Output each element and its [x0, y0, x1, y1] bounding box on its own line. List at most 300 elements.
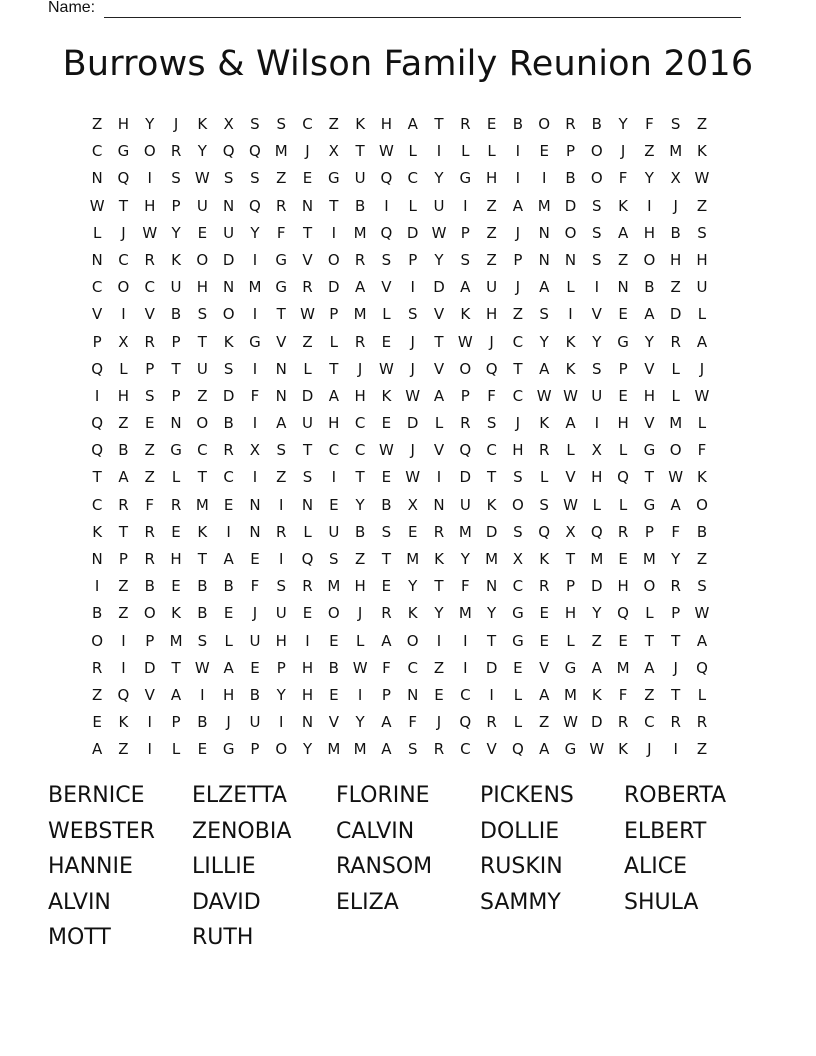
grid-letter: R — [670, 577, 681, 596]
grid-letter: R — [144, 550, 155, 568]
grid-letter: L — [92, 223, 102, 242]
grid-letter: E — [486, 115, 497, 133]
grid-letter: V — [433, 359, 445, 378]
grid-letter: A — [433, 386, 445, 405]
grid-letter: N — [91, 550, 103, 568]
grid-letter: P — [145, 359, 155, 378]
grid-letter: J — [121, 223, 126, 242]
grid-letter: R — [276, 522, 287, 541]
grid-letter: U — [591, 386, 603, 405]
grid-letter: C — [91, 278, 103, 297]
grid-letter: S — [592, 196, 602, 215]
grid-letter: L — [618, 495, 628, 514]
grid-row — [84, 600, 739, 627]
grid-letter: O — [143, 604, 156, 623]
grid-letter: L — [303, 522, 312, 541]
grid-letter: S — [250, 115, 260, 133]
grid-letter: J — [515, 278, 521, 297]
grid-letter: E — [618, 386, 628, 405]
grid-letter: L — [566, 441, 575, 460]
grid-letter: Z — [696, 740, 708, 759]
grid-letter: W — [563, 713, 578, 732]
grid-letter: T — [565, 550, 576, 568]
grid-letter: Q — [222, 142, 235, 161]
grid-row — [84, 437, 739, 464]
grid-letter: H — [144, 196, 156, 215]
grid-letter: K — [618, 740, 628, 759]
grid-letter: O — [590, 142, 603, 161]
grid-letter: W — [142, 223, 158, 242]
grid-letter: A — [539, 278, 550, 297]
grid-letter: J — [673, 196, 678, 215]
grid-letter: I — [121, 305, 126, 324]
grid-letter: I — [94, 386, 100, 405]
grid-letter: S — [223, 169, 234, 188]
grid-letter: G — [459, 169, 472, 188]
grid-letter: W — [694, 386, 710, 405]
grid-letter: S — [460, 250, 471, 269]
grid-letter: H — [275, 631, 287, 650]
grid-letter: Q — [380, 169, 393, 188]
grid-letter: S — [407, 305, 418, 324]
grid-letter: T — [171, 359, 181, 378]
grid-letter: F — [487, 386, 496, 405]
grid-letter: Z — [591, 631, 602, 650]
grid-letter: P — [671, 604, 681, 623]
grid-letter: H — [485, 305, 498, 324]
grid-letter: T — [197, 468, 207, 487]
grid-letter: I — [594, 278, 599, 297]
grid-letter: T — [171, 658, 181, 677]
grid-letter: F — [671, 522, 680, 541]
grid-letter: W — [300, 305, 315, 324]
grid-letter: V — [144, 685, 155, 704]
grid-letter: E — [618, 631, 628, 650]
grid-letter: I — [252, 359, 258, 378]
grid-letter: R — [354, 250, 366, 269]
grid-letter: A — [223, 658, 234, 677]
grid-letter: D — [591, 713, 603, 732]
grid-letter: E — [302, 169, 313, 188]
grid-letter: E — [381, 414, 392, 433]
grid-letter: N — [564, 250, 577, 269]
grid-letter: J — [489, 332, 494, 351]
grid-letter: D — [406, 414, 419, 433]
grid-letter: F — [382, 658, 391, 677]
grid-letter: I — [568, 305, 573, 324]
grid-letter: K — [697, 142, 707, 161]
grid-row — [84, 383, 739, 410]
grid-letter: K — [460, 305, 471, 324]
grid-letter: Q — [617, 604, 629, 623]
grid-letter: I — [252, 414, 258, 433]
grid-letter: E — [329, 495, 339, 514]
grid-letter: H — [485, 169, 498, 188]
grid-letter: K — [407, 604, 418, 623]
grid-letter: R — [144, 522, 155, 541]
grid-letter: F — [276, 223, 286, 242]
grid-letter: C — [512, 332, 524, 351]
grid-letter: I — [673, 740, 678, 759]
grid-letter: Z — [670, 278, 681, 297]
grid-letter: H — [591, 468, 603, 487]
grid-letter: E — [381, 332, 392, 351]
grid-letter: X — [249, 441, 261, 460]
grid-letter: N — [91, 250, 103, 269]
grid-letter: W — [194, 658, 210, 677]
word-bank-item: SAMMY — [480, 889, 561, 915]
grid-letter: L — [408, 196, 417, 215]
grid-letter: W — [589, 740, 605, 759]
word-bank-item: LILLIE — [192, 854, 256, 880]
grid-letter: I — [121, 658, 126, 677]
grid-letter: H — [564, 604, 577, 623]
grid-letter: C — [460, 740, 471, 759]
grid-letter: C — [91, 495, 103, 514]
grid-letter: E — [145, 414, 155, 433]
grid-letter: L — [382, 305, 391, 324]
grid-letter: J — [357, 604, 363, 623]
grid-row — [84, 519, 739, 546]
grid-letter: R — [565, 115, 576, 133]
grid-letter: C — [407, 658, 418, 677]
grid-row — [84, 356, 739, 383]
grid-letter: I — [94, 577, 100, 596]
grid-letter: B — [170, 305, 182, 324]
grid-letter: H — [617, 577, 629, 596]
grid-letter: R — [91, 658, 103, 677]
grid-letter: L — [355, 631, 365, 650]
grid-letter: L — [434, 414, 444, 433]
grid-letter: I — [463, 196, 468, 215]
word-bank-row — [48, 778, 768, 814]
grid-letter: T — [118, 522, 129, 541]
grid-letter: I — [515, 169, 521, 188]
grid-letter: R — [276, 196, 287, 215]
grid-letter: D — [669, 305, 682, 324]
grid-letter: K — [539, 550, 550, 568]
grid-letter: J — [699, 359, 705, 378]
grid-letter: I — [436, 468, 442, 487]
grid-letter: F — [145, 495, 155, 514]
grid-letter: Z — [276, 169, 287, 188]
grid-letter: J — [515, 223, 521, 242]
grid-letter: Y — [644, 169, 654, 188]
grid-letter: M — [564, 685, 577, 704]
grid-letter: N — [275, 359, 287, 378]
grid-letter: G — [643, 495, 656, 514]
word-bank-item: HANNIE — [48, 854, 133, 880]
grid-letter: R — [302, 278, 313, 297]
grid-row — [84, 247, 739, 274]
grid-letter: T — [644, 468, 654, 487]
grid-letter: L — [618, 441, 628, 460]
grid-letter: W — [563, 386, 578, 405]
grid-letter: Q — [301, 550, 314, 568]
grid-letter: I — [357, 685, 363, 704]
grid-letter: Y — [618, 115, 628, 133]
grid-letter: W — [457, 332, 473, 351]
grid-letter: E — [197, 223, 208, 242]
grid-letter: H — [617, 414, 629, 433]
grid-letter: Q — [485, 359, 498, 378]
grid-letter: O — [511, 495, 524, 514]
grid-letter: P — [276, 658, 286, 677]
grid-letter: L — [303, 359, 312, 378]
grid-letter: A — [565, 414, 576, 433]
grid-letter: Q — [617, 468, 629, 487]
grid-letter: L — [566, 278, 575, 297]
grid-letter: V — [433, 441, 445, 460]
grid-letter: K — [92, 522, 103, 541]
grid-letter: K — [486, 495, 497, 514]
grid-letter: D — [143, 658, 156, 677]
grid-letter: G — [275, 278, 288, 297]
grid-letter: R — [144, 332, 155, 351]
grid-letter: S — [276, 115, 286, 133]
grid-letter: N — [249, 495, 261, 514]
grid-letter: V — [144, 305, 155, 324]
grid-letter: L — [645, 604, 654, 623]
grid-letter: G — [117, 142, 130, 161]
grid-letter: Q — [91, 359, 104, 378]
grid-letter: K — [565, 332, 576, 351]
grid-letter: A — [591, 658, 602, 677]
grid-letter: N — [249, 522, 261, 541]
grid-letter: C — [460, 685, 471, 704]
grid-letter: H — [117, 115, 130, 133]
grid-letter: Y — [671, 550, 681, 568]
grid-letter: K — [618, 196, 628, 215]
grid-letter: I — [436, 142, 442, 161]
grid-letter: E — [223, 495, 234, 514]
grid-letter: R — [538, 441, 550, 460]
grid-letter: H — [328, 414, 340, 433]
grid-letter: C — [512, 386, 524, 405]
grid-letter: E — [513, 658, 523, 677]
grid-letter: S — [171, 169, 181, 188]
grid-letter: Z — [144, 441, 155, 460]
grid-letter: F — [645, 115, 654, 133]
grid-letter: O — [196, 414, 209, 433]
grid-letter: B — [223, 414, 234, 433]
grid-letter: E — [329, 631, 339, 650]
grid-letter: X — [223, 115, 234, 133]
grid-letter: Y — [355, 495, 365, 514]
grid-letter: N — [301, 196, 314, 215]
grid-letter: X — [565, 522, 576, 541]
grid-letter: R — [670, 332, 681, 351]
grid-letter: N — [407, 685, 419, 704]
grid-letter: Q — [249, 142, 261, 161]
grid-letter: E — [302, 604, 313, 623]
grid-letter: R — [223, 441, 234, 460]
grid-letter: P — [460, 223, 470, 242]
grid-letter: A — [644, 658, 655, 677]
grid-letter: R — [486, 713, 497, 732]
grid-letter: A — [539, 685, 550, 704]
grid-letter: T — [434, 332, 444, 351]
grid-letter: M — [458, 604, 472, 623]
grid-letter: G — [222, 740, 235, 759]
grid-row — [84, 138, 739, 165]
grid-letter: Z — [144, 468, 155, 487]
grid-letter: H — [301, 658, 314, 677]
grid-letter: N — [485, 577, 498, 596]
grid-letter: T — [644, 631, 654, 650]
word-bank-item: FLORINE — [336, 783, 430, 808]
grid-letter: X — [118, 332, 129, 351]
grid-letter: E — [539, 604, 549, 623]
grid-letter: I — [410, 278, 415, 297]
grid-letter: U — [433, 196, 445, 215]
grid-letter: B — [328, 658, 339, 677]
grid-letter: E — [171, 577, 181, 596]
grid-letter: I — [331, 468, 337, 487]
grid-letter: I — [489, 685, 494, 704]
grid-letter: G — [643, 441, 656, 460]
grid-letter: I — [594, 414, 599, 433]
grid-letter: N — [617, 278, 629, 297]
grid-letter: Z — [644, 142, 655, 161]
grid-letter: Z — [118, 414, 129, 433]
word-bank-item: DAVID — [192, 889, 261, 915]
name-label: Name: — [48, 0, 100, 16]
grid-letter: D — [564, 196, 577, 215]
grid-letter: I — [541, 169, 547, 188]
grid-letter: L — [171, 740, 181, 759]
grid-letter: Y — [434, 250, 444, 269]
word-bank-item: SHULA — [624, 889, 699, 915]
grid-letter: N — [170, 414, 182, 433]
grid-letter: I — [147, 740, 152, 759]
grid-letter: E — [250, 550, 260, 568]
grid-letter: I — [121, 631, 126, 650]
grid-letter: C — [144, 278, 155, 297]
grid-letter: I — [647, 196, 652, 215]
grid-letter: U — [302, 414, 314, 433]
grid-letter: A — [328, 386, 339, 405]
grid-letter: P — [118, 550, 128, 568]
grid-letter: O — [696, 495, 708, 514]
grid-letter: C — [223, 468, 234, 487]
name-blank-line — [104, 1, 741, 18]
grid-letter: R — [170, 495, 182, 514]
grid-letter: I — [463, 631, 468, 650]
grid-letter: M — [642, 550, 656, 568]
grid-letter: O — [538, 115, 551, 133]
word-bank-item: RUTH — [192, 925, 254, 951]
grid-letter: I — [252, 468, 258, 487]
grid-letter: X — [670, 169, 681, 188]
grid-letter: V — [381, 278, 392, 297]
grid-letter: U — [223, 223, 235, 242]
grid-letter: P — [460, 386, 470, 405]
grid-letter: G — [249, 332, 261, 351]
grid-letter: K — [223, 332, 234, 351]
grid-letter: B — [197, 577, 208, 596]
grid-letter: O — [91, 631, 104, 650]
grid-letter: Z — [197, 386, 208, 405]
grid-letter: P — [381, 685, 391, 704]
grid-letter: A — [617, 223, 629, 242]
grid-letter: O — [117, 278, 130, 297]
grid-letter: M — [274, 142, 288, 161]
word-bank-item: DOLLIE — [480, 818, 560, 844]
grid-letter: C — [354, 414, 366, 433]
grid-letter: F — [250, 577, 260, 596]
grid-letter: U — [170, 278, 182, 297]
grid-letter: D — [433, 278, 445, 297]
grid-letter: S — [276, 577, 286, 596]
grid-letter: R — [460, 115, 471, 133]
grid-letter: K — [355, 115, 366, 133]
grid-letter: S — [223, 359, 234, 378]
grid-letter: U — [459, 495, 471, 514]
grid-letter: T — [355, 468, 365, 487]
grid-letter: Z — [433, 658, 445, 677]
grid-letter: E — [407, 522, 418, 541]
word-bank-item: PICKENS — [480, 783, 574, 808]
grid-letter: P — [513, 250, 523, 269]
grid-letter: C — [302, 115, 313, 133]
grid-letter: P — [171, 332, 181, 351]
grid-letter: J — [305, 142, 310, 161]
grid-letter: E — [171, 522, 181, 541]
grid-letter: L — [592, 495, 601, 514]
grid-letter: H — [380, 115, 393, 133]
grid-letter: K — [171, 250, 181, 269]
grid-row — [84, 464, 739, 491]
grid-letter: H — [354, 577, 366, 596]
grid-letter: H — [643, 223, 656, 242]
grid-letter: U — [196, 359, 208, 378]
grid-letter: I — [279, 495, 284, 514]
grid-letter: S — [592, 250, 602, 269]
grid-letter: T — [487, 631, 497, 650]
grid-letter: Z — [92, 115, 103, 133]
grid-letter: M — [327, 577, 341, 596]
grid-letter: I — [463, 658, 468, 677]
grid-letter: W — [694, 604, 710, 623]
grid-letter: F — [460, 577, 470, 596]
grid-letter: B — [118, 441, 129, 460]
grid-letter: J — [226, 713, 231, 732]
grid-letter: L — [119, 359, 128, 378]
grid-letter: G — [328, 169, 340, 188]
word-bank-row — [48, 920, 768, 956]
grid-letter: I — [147, 169, 152, 188]
grid-letter: S — [539, 495, 549, 514]
grid-letter: R — [144, 250, 155, 269]
grid-letter: Z — [486, 223, 497, 242]
grid-letter: L — [171, 468, 181, 487]
grid-letter: N — [538, 250, 550, 269]
grid-letter: W — [668, 468, 684, 487]
grid-letter: S — [670, 115, 681, 133]
grid-letter: P — [171, 713, 181, 732]
grid-row — [84, 492, 739, 519]
grid-letter: S — [144, 386, 155, 405]
grid-letter: U — [275, 604, 287, 623]
grid-letter: E — [539, 142, 549, 161]
grid-row — [84, 628, 739, 655]
grid-letter: L — [566, 631, 575, 650]
grid-letter: G — [512, 631, 524, 650]
grid-letter: B — [381, 495, 392, 514]
grid-row — [84, 655, 739, 682]
grid-row — [84, 410, 739, 437]
